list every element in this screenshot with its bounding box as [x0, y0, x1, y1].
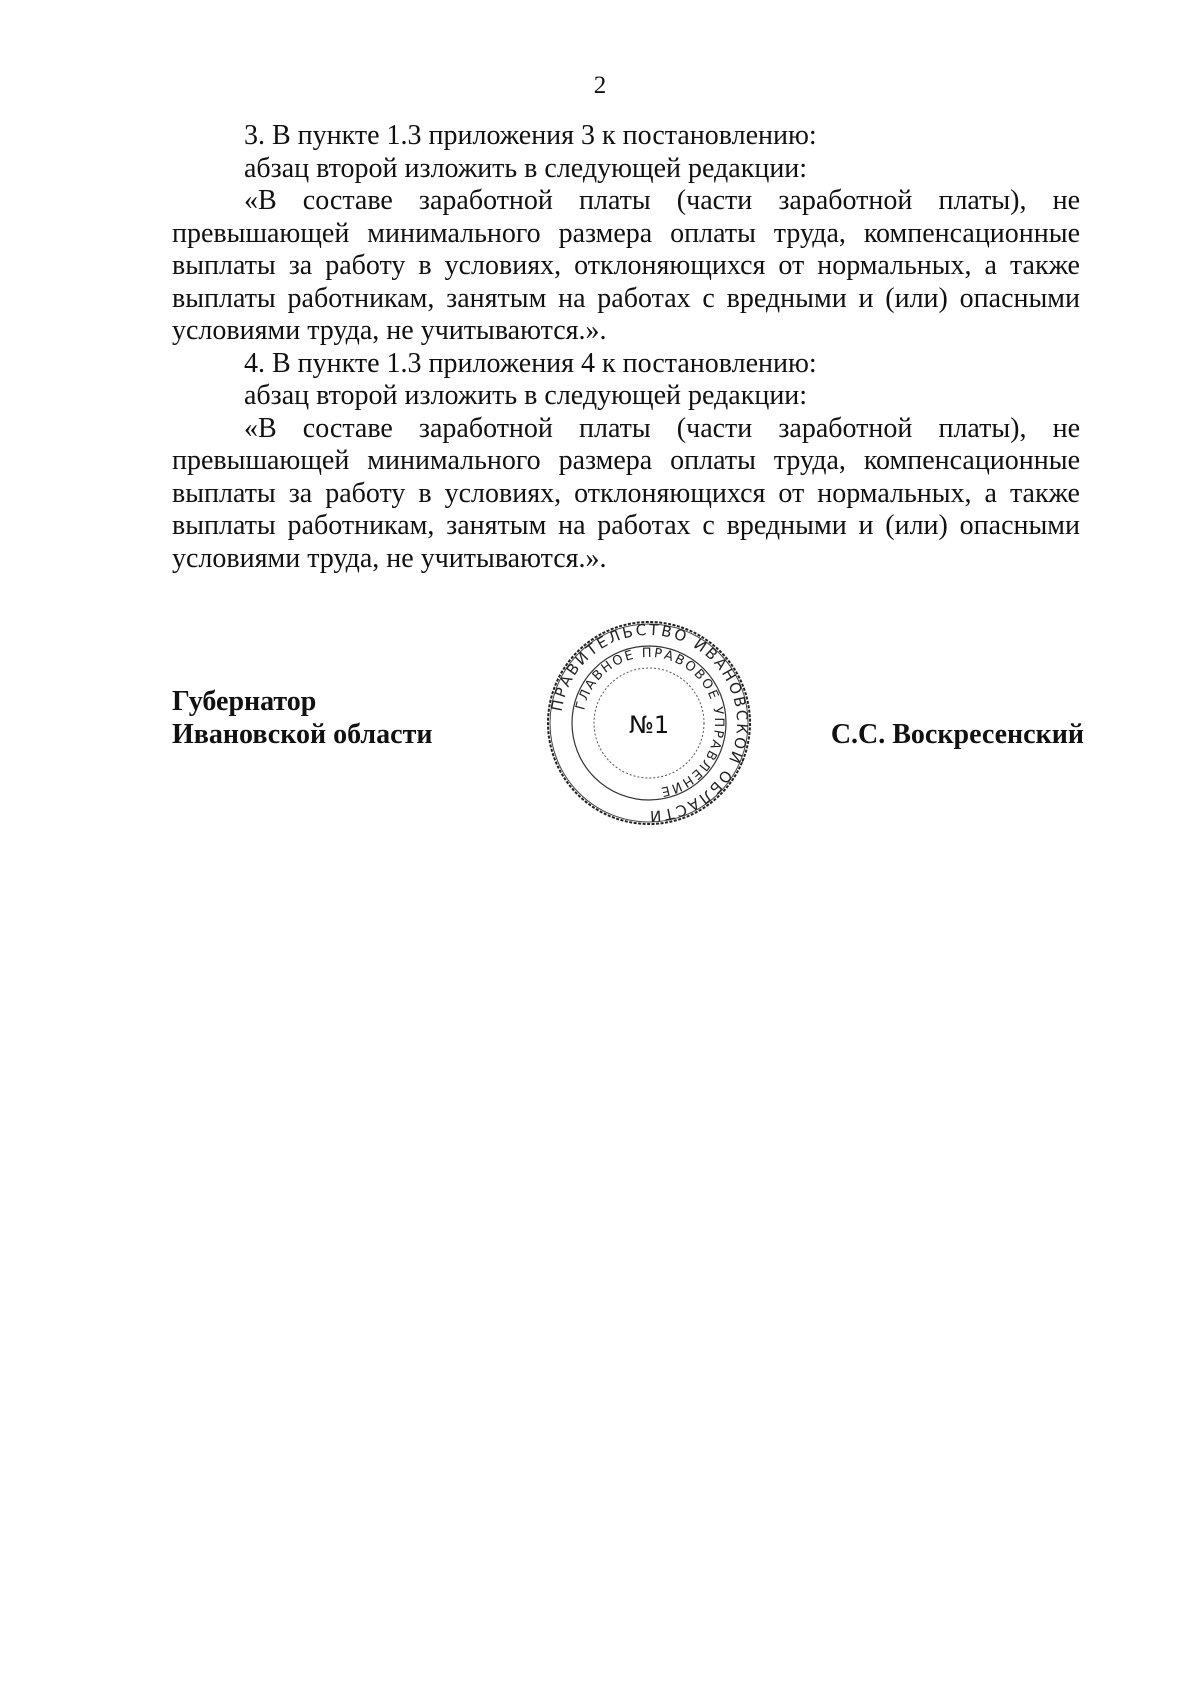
paragraph-item-3-quote: «В составе заработной платы (части заработной платы), не превышающей минимального размера оплаты труда, компенсационные выплаты за работу в условиях, отклоняющихся от нормальных, а также выплаты работникам, занятым на работах с вредными и (или) опасными условиями труда, не учитываются.». [172, 185, 1080, 346]
paragraph-item-4-heading: 4. В пункте 1.3 приложения 4 к постановлению: [244, 347, 817, 379]
signatory-title-line1: Губернатор [172, 686, 317, 717]
signatory-name: С.С. Воскресенский [830, 719, 1084, 750]
paragraph-item-3-heading: 3. В пункте 1.3 приложения 3 к постановлению: [244, 120, 817, 151]
document-body [172, 120, 1080, 575]
seal-outer-text: ПРАВИТЕЛЬСТВО ИВАНОВСКОЙ ОБЛАСТИ [547, 620, 752, 826]
signatory-title [172, 685, 432, 751]
seal-number: №1 [628, 711, 670, 739]
official-seal-stamp [543, 617, 755, 829]
seal-inner-text: ГЛАВНОЕ ПРАВОВОЕ УПРАВЛЕНИЕ [573, 645, 727, 800]
paragraph-item-3-instruction: абзац второй изложить в следующей редакции: [244, 152, 808, 184]
paragraph-item-4-quote: «В составе заработной платы (части заработной платы), не превышающей минимального размера оплаты труда, компенсационные выплаты за работу в условиях, отклоняющихся от нормальных, а также выплаты работникам, занятым на работах с вредными и (или) опасными условиями труда, не учитываются.». [172, 412, 1080, 574]
page-number: 2 [593, 72, 607, 99]
signatory-title-line2: Ивановской области [172, 719, 433, 750]
paragraph-item-4-instruction: абзац второй изложить в следующей редакции: [244, 380, 808, 411]
